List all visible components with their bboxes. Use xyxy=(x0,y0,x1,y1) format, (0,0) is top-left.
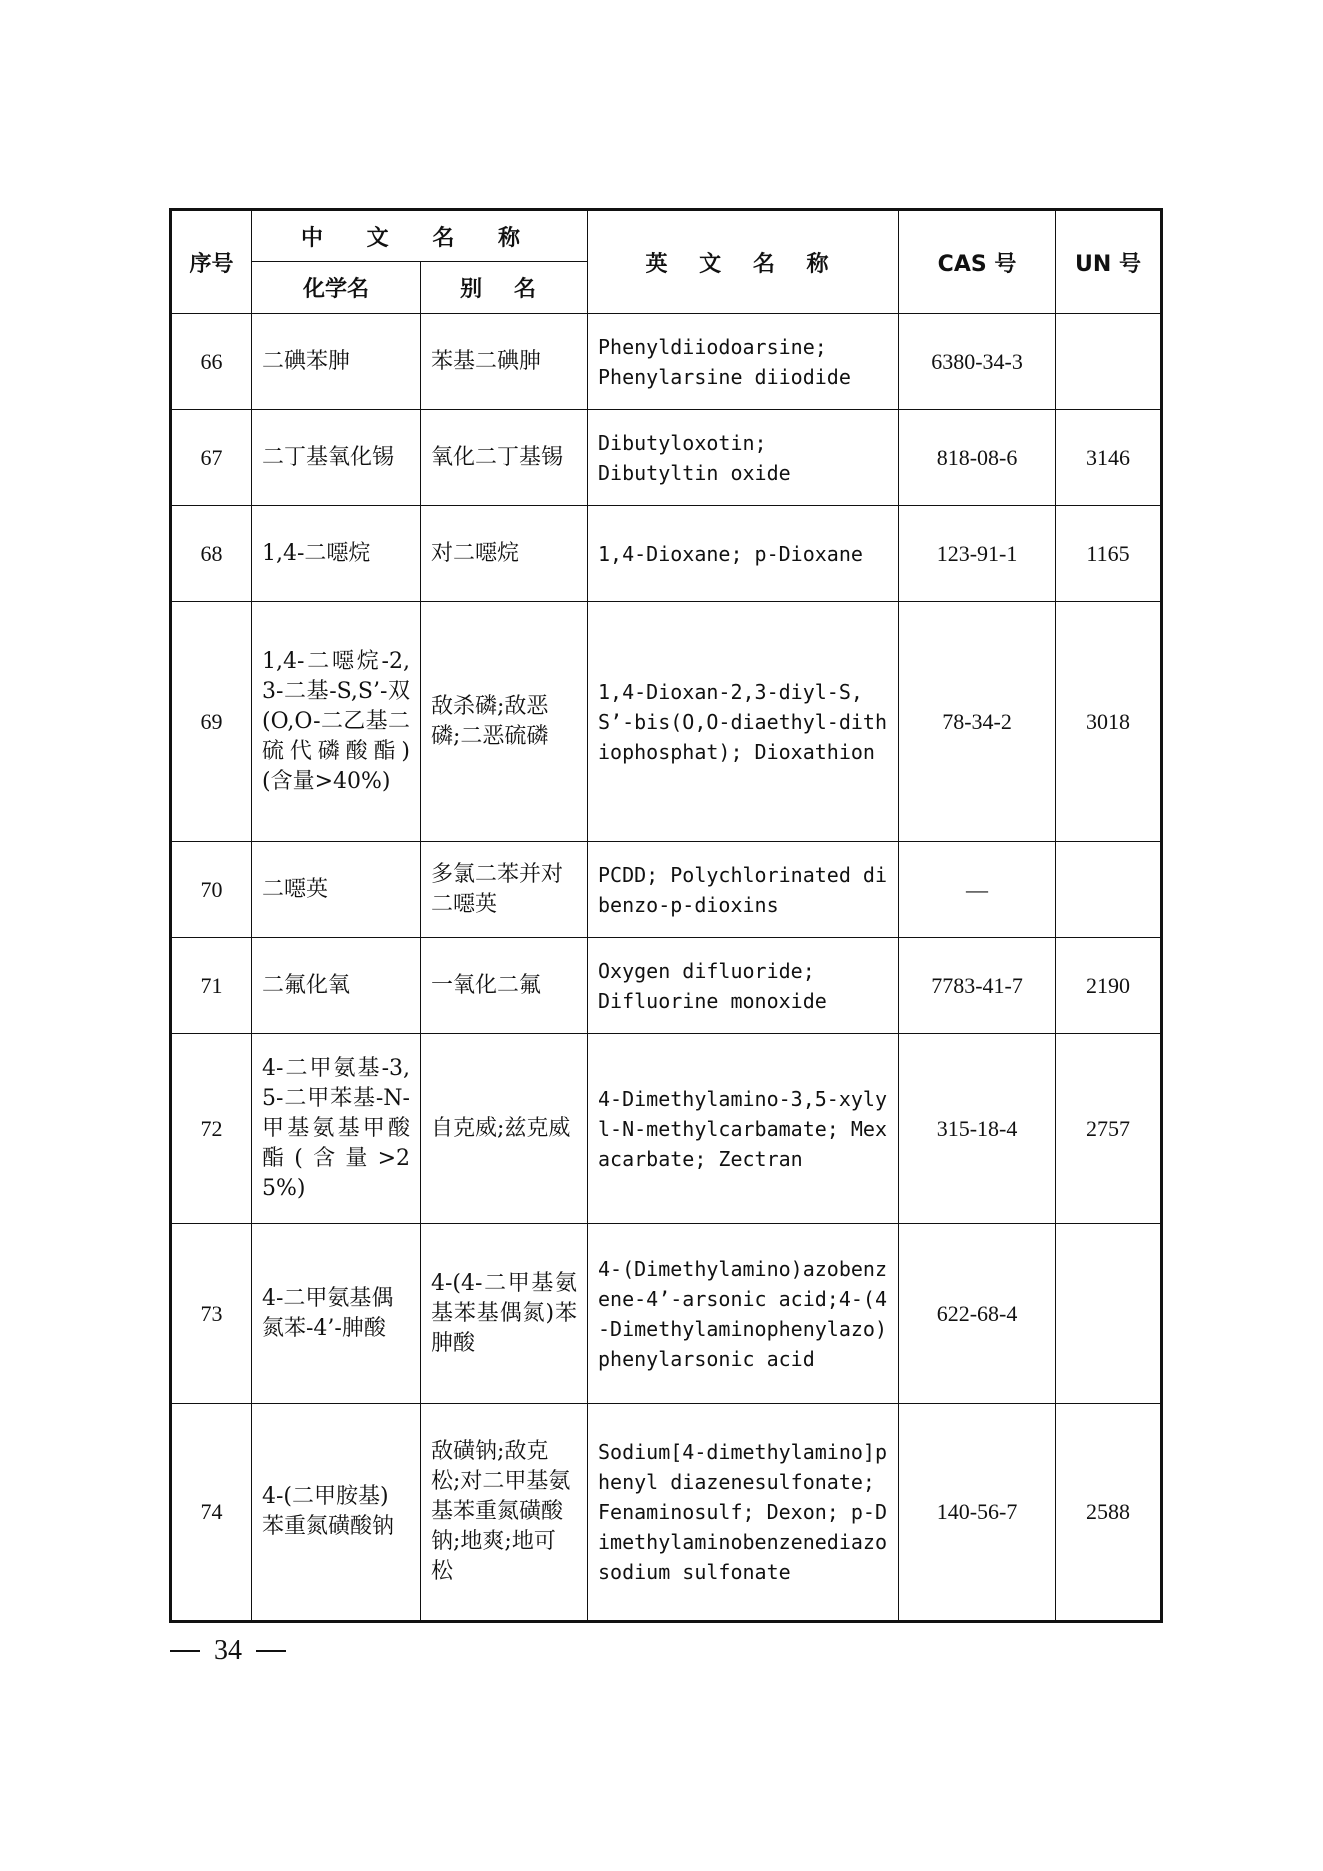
table-row xyxy=(171,1224,1162,1404)
row-alias: 4-(4-二甲基氨基苯基偶氮)苯胂酸 xyxy=(421,1224,588,1404)
row-cas: 123-91-1 xyxy=(899,506,1056,602)
chemical-table xyxy=(169,208,1163,1623)
header-seq: 序号 xyxy=(171,210,252,314)
footer-dash-right xyxy=(256,1650,286,1652)
row-alias: 自克威;兹克威 xyxy=(421,1034,588,1224)
row-chemical-name: 4-(二甲胺基)苯重氮磺酸钠 xyxy=(252,1404,421,1622)
header-cas: CAS 号 xyxy=(899,210,1056,314)
table-row xyxy=(171,506,1162,602)
page-number: 34 xyxy=(214,1635,242,1666)
row-alias: 一氧化二氟 xyxy=(421,938,588,1034)
header-chinese-name: 中 文 名 称 xyxy=(252,210,588,262)
row-un: 2757 xyxy=(1056,1034,1162,1224)
row-english-name: Dibutyloxotin; Dibutyltin oxide xyxy=(588,410,899,506)
row-english-name: Phenyldiiodoarsine; Phenylarsine diiodide xyxy=(588,314,899,410)
row-chemical-name: 4-二甲氨基-3,5-二甲苯基-N-甲基氨基甲酸酯(含量>25%) xyxy=(252,1034,421,1224)
row-un: 3146 xyxy=(1056,410,1162,506)
footer-dash-left xyxy=(170,1650,200,1652)
row-english-name: PCDD; Polychlorinated dibenzo-p-dioxins xyxy=(588,842,899,938)
page-footer xyxy=(170,1635,286,1667)
row-seq: 67 xyxy=(171,410,252,506)
row-seq: 72 xyxy=(171,1034,252,1224)
row-alias: 苯基二碘胂 xyxy=(421,314,588,410)
row-un: 1165 xyxy=(1056,506,1162,602)
row-chemical-name: 二碘苯胂 xyxy=(252,314,421,410)
row-chemical-name: 二氟化氧 xyxy=(252,938,421,1034)
row-english-name: 4-Dimethylamino-3,5-xylyl-N-methylcarbamate; Mexacarbate; Zectran xyxy=(588,1034,899,1224)
row-un xyxy=(1056,314,1162,410)
table-row xyxy=(171,314,1162,410)
row-chemical-name: 二丁基氧化锡 xyxy=(252,410,421,506)
table-row xyxy=(171,410,1162,506)
row-english-name: 1,4-Dioxan-2,3-diyl-S,S’-bis(O,O-diaethyl-dithiophosphat); Dioxathion xyxy=(588,602,899,842)
header-chemical-name: 化学名 xyxy=(252,262,421,314)
table-row xyxy=(171,602,1162,842)
row-cas: 818-08-6 xyxy=(899,410,1056,506)
row-un: 2190 xyxy=(1056,938,1162,1034)
row-cas: 140-56-7 xyxy=(899,1404,1056,1622)
row-seq: 70 xyxy=(171,842,252,938)
row-seq: 69 xyxy=(171,602,252,842)
chemical-table-container xyxy=(169,208,1160,1623)
table-row xyxy=(171,938,1162,1034)
row-english-name: Sodium[4-dimethylamino]phenyl diazenesulfonate; Fenaminosulf; Dexon; p-Dimethylaminobenzenediazo sodium sulfonate xyxy=(588,1404,899,1622)
row-seq: 73 xyxy=(171,1224,252,1404)
row-chemical-name: 二噁英 xyxy=(252,842,421,938)
header-english-name: 英 文 名 称 xyxy=(588,210,899,314)
row-seq: 74 xyxy=(171,1404,252,1622)
row-cas: — xyxy=(899,842,1056,938)
row-seq: 68 xyxy=(171,506,252,602)
row-chemical-name: 1,4-二噁烷 xyxy=(252,506,421,602)
row-alias: 敌杀磷;敌恶磷;二恶硫磷 xyxy=(421,602,588,842)
row-un xyxy=(1056,1224,1162,1404)
row-alias: 多氯二苯并对二噁英 xyxy=(421,842,588,938)
row-chemical-name: 1,4-二噁烷-2,3-二基-S,S’-双(O,O-二乙基二硫代磷酸酯)(含量>40%) xyxy=(252,602,421,842)
row-cas: 78-34-2 xyxy=(899,602,1056,842)
row-alias: 敌磺钠;敌克松;对二甲基氨基苯重氮磺酸钠;地爽;地可松 xyxy=(421,1404,588,1622)
header-un: UN 号 xyxy=(1056,210,1162,314)
row-cas: 315-18-4 xyxy=(899,1034,1056,1224)
row-cas: 622-68-4 xyxy=(899,1224,1056,1404)
row-chemical-name: 4-二甲氨基偶氮苯-4’-胂酸 xyxy=(252,1224,421,1404)
table-row xyxy=(171,1404,1162,1622)
row-un: 2588 xyxy=(1056,1404,1162,1622)
table-row xyxy=(171,1034,1162,1224)
table-row xyxy=(171,842,1162,938)
row-seq: 71 xyxy=(171,938,252,1034)
row-seq: 66 xyxy=(171,314,252,410)
row-alias: 对二噁烷 xyxy=(421,506,588,602)
header-alias: 别 名 xyxy=(421,262,588,314)
row-cas: 6380-34-3 xyxy=(899,314,1056,410)
row-english-name: 4-(Dimethylamino)azobenzene-4’-arsonic acid;4-(4-Dimethylaminophenylazo)phenylarsonic acid xyxy=(588,1224,899,1404)
row-un: 3018 xyxy=(1056,602,1162,842)
row-alias: 氧化二丁基锡 xyxy=(421,410,588,506)
row-english-name: 1,4-Dioxane; p-Dioxane xyxy=(588,506,899,602)
row-cas: 7783-41-7 xyxy=(899,938,1056,1034)
row-un xyxy=(1056,842,1162,938)
row-english-name: Oxygen difluoride; Difluorine monoxide xyxy=(588,938,899,1034)
